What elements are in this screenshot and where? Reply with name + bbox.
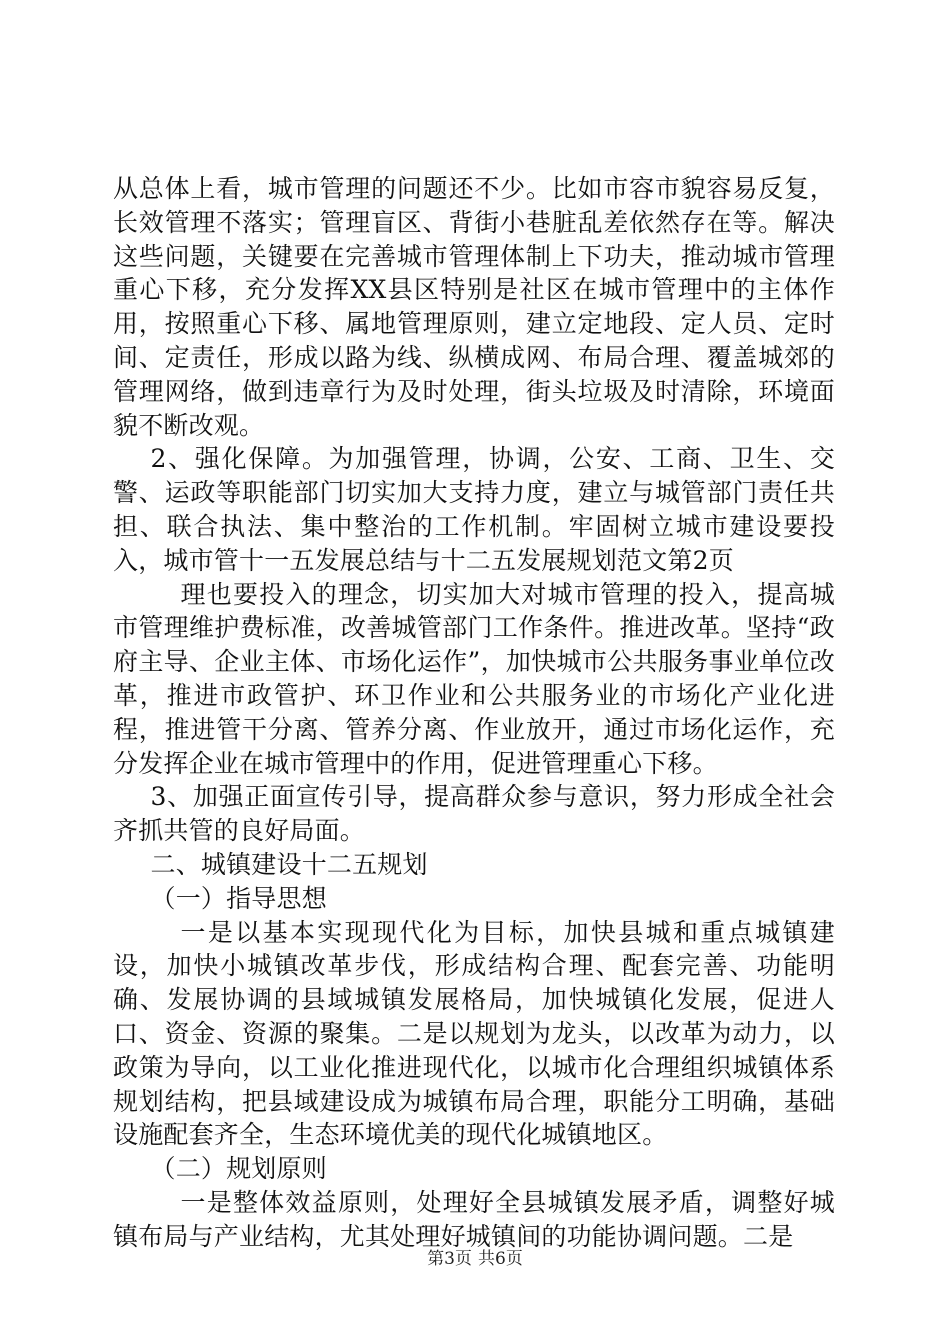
paragraph-urban-management-issues: 从总体上看，城市管理的问题还不少。比如市容市貌容易反复，长效管理不落实；管理盲区、背街小巷脏乱差依然存在等。解决这些问题，关键要在完善城市管理体制上下功夫，推动城市管理重心下移，充分发挥XX县区特别是社区在城市管理中的主体作用，按照重心下移、属地管理原则，建立定地段、定人员、定时间、定责任，形成以路为线、纵横成网、布局合理、覆盖城郊的管理网络，做到违章行为及时处理，街头垃圾及时清除，环境面貌不断改观。 [113, 174, 835, 440]
paragraph-investment-reform: 理也要投入的理念，切实加大对城市管理的投入，提高城市管理维护费标准，改善城管部门工作条件。推进改革。坚持“政府主导、企业主体、市场化运作”，加快城市公共服务事业单位改革，推进市政管护、环卫作业和公共服务业的市场化产业化进程，推进管干分离、管养分离、作业放开，通过市场化运作，充分发挥企业在城市管理中的作用，促进管理重心下移。 [113, 579, 835, 778]
section-heading-town-planning: 二、城镇建设十二五规划 [150, 849, 428, 879]
subheading-planning-principles: （二）规划原则 [150, 1154, 327, 1184]
subheading-guiding-thought: （一）指导思想 [150, 883, 327, 913]
document-body [113, 172, 835, 1254]
page-number: 第3页 [427, 1249, 472, 1269]
page-total: 共6页 [478, 1249, 523, 1269]
paragraph-publicity: 3、加强正面宣传引导，提高群众参与意识，努力形成全社会齐抓共管的良好局面。 [113, 782, 835, 846]
paragraph-planning-principles: 一是整体效益原则，处理好全县城镇发展矛盾，调整好城镇布局与产业结构，尤其处理好城镇间的功能协调问题。二是 [113, 1187, 835, 1251]
paragraph-strengthen-guarantee: 2、强化保障。为加强管理，协调，公安、工商、卫生、交警、运政等职能部门切实加大支持力度，建立与城管部门责任共担、联合执法、集中整治的工作机制。牢固树立城市建设要投入，城市管十一五发展总结与十二五发展规划范文第2页 [113, 444, 835, 575]
paragraph-guiding-thought: 一是以基本实现现代化为目标，加快县城和重点城镇建设，加快小城镇改革步伐，形成结构合理、配套完善、功能明确、发展协调的县域城镇发展格局，加快城镇化发展，促进人口、资金、资源的聚集。二是以规划为龙头，以改革为动力，以政策为导向，以工业化推进现代化，以城市化合理组织城镇体系规划结构，把县域建设成为城镇布局合理，职能分工明确，基础设施配套齐全，生态环境优美的现代化城镇地区。 [113, 917, 835, 1150]
page-footer [0, 1244, 950, 1269]
